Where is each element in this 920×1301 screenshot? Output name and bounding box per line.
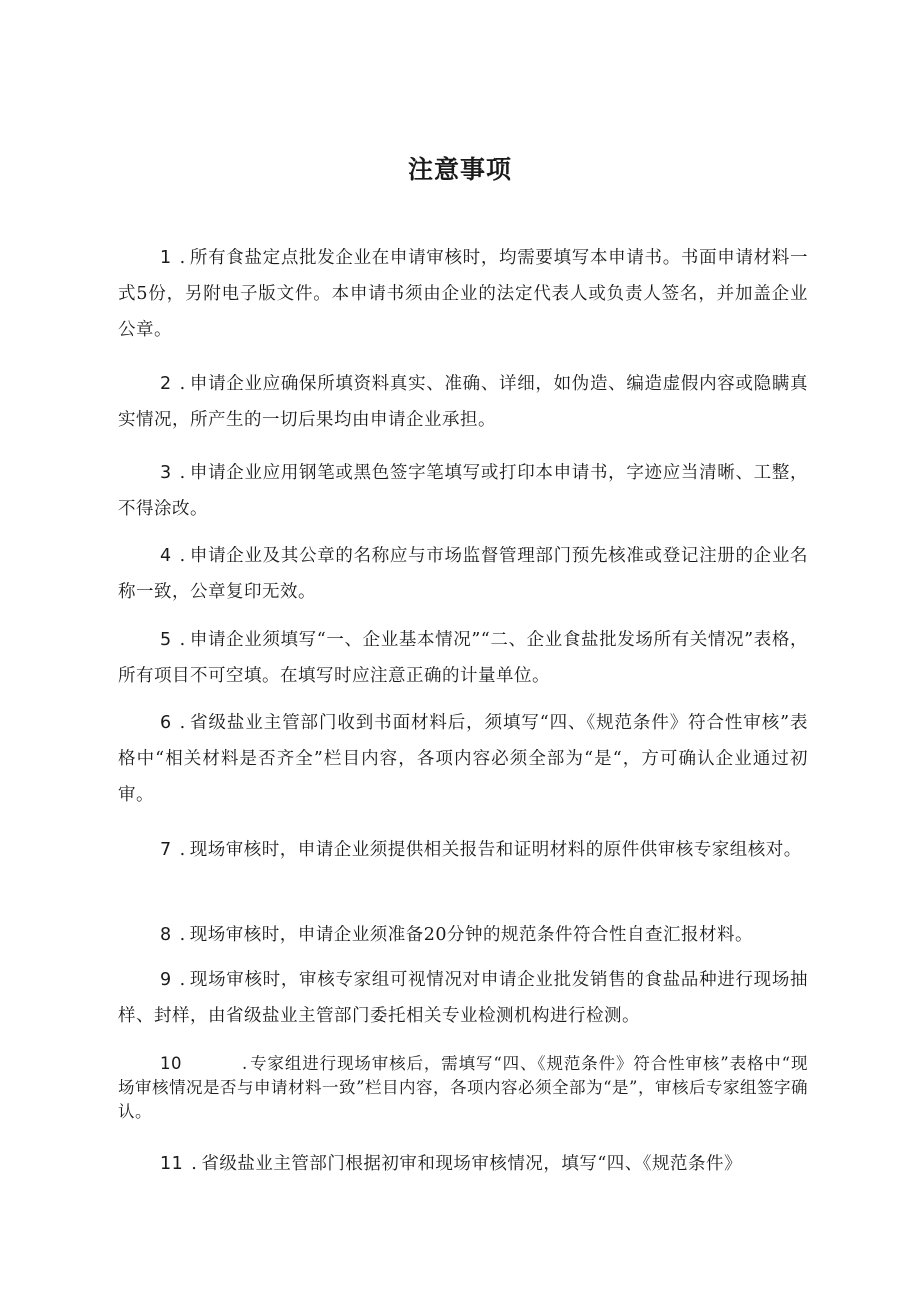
item-number: 10 <box>160 1054 182 1073</box>
item-number: 7 <box>160 840 172 860</box>
notice-item-9: 9 . 现场审核时，审核专家组可视情况对申请企业批发销售的食盐品种进行现场抽样、封样，由省级盐业主管部门委托相关专业检测机构进行检测。 <box>118 970 808 1026</box>
notice-item-7: 7 . 现场审核时，申请企业须提供相关报告和证明材料的原件供审核专家组核对。 <box>160 840 802 860</box>
item-text: 申请企业须填写“一、企业基本情况”“二、企业食盐批发场所有关情况”表格，所有项目不可空填。在填写时应注意正确的计量单位。 <box>118 630 808 686</box>
notice-item-1: 1 . 所有食盐定点批发企业在申请审核时，均需要填写本申请书。书面申请材料一式5份，另附电子版文件。本申请书须由企业的法定代表人或负责人签名，并加盖企业公章。 <box>118 248 808 340</box>
page-title: 注意事项 <box>407 155 512 184</box>
item-number: 11 <box>160 1154 184 1174</box>
item-text: 现场审核时，审核专家组可视情况对申请企业批发销售的食盐品种进行现场抽样、封样，由省级盐业主管部门委托相关专业检测机构进行检测。 <box>118 970 808 1026</box>
item-number: 9 <box>160 970 172 990</box>
item-text: 所有食盐定点批发企业在申请审核时，均需要填写本申请书。书面申请材料一式5份，另附电子版文件。本申请书须由企业的法定代表人或负责人签名，并加盖企业公章。 <box>118 248 808 340</box>
notice-item-10: 10 . 专家组进行现场审核后，需填写“四、《规范条件》符合性审核”表格中“现场审核情况是否与申请材料一致”栏目内容，各项内容必须全部为“是”，审核后专家组签字确认。 <box>118 1054 808 1121</box>
item-text: 省级盐业主管部门根据初审和现场审核情况，填写“四、《规范条件》 <box>201 1154 743 1174</box>
item-number: 8 <box>160 925 172 945</box>
item-number: 4 <box>160 546 172 566</box>
notice-item-11: 11 . 省级盐业主管部门根据初审和现场审核情况，填写“四、《规范条件》 <box>160 1154 743 1174</box>
notice-item-2: 2 . 申请企业应确保所填资料真实、准确、详细，如伪造、编造虚假内容或隐瞒真实情况，所产生的一切后果均由申请企业承担。 <box>118 374 808 430</box>
item-number: 3 <box>160 463 172 483</box>
item-text: 现场审核时，申请企业须准备20分钟的规范条件符合性自查汇报材料。 <box>189 925 753 945</box>
notice-item-8: 8 . 现场审核时，申请企业须准备20分钟的规范条件符合性自查汇报材料。 <box>160 925 753 945</box>
notice-item-4: 4 . 申请企业及其公章的名称应与市场监督管理部门预先核准或登记注册的企业名称一致，公章复印无效。 <box>118 546 808 602</box>
item-number: 1 <box>160 248 172 268</box>
item-text: 专家组进行现场审核后，需填写“四、《规范条件》符合性审核”表格中“现场审核情况是否与申请材料一致”栏目内容，各项内容必须全部为“是”，审核后专家组签字确认。 <box>118 1054 808 1121</box>
item-number: 6 <box>160 713 172 733</box>
item-text: 省级盐业主管部门收到书面材料后，须填写“四、《规范条件》符合性审核”表格中“相关材料是否齐全”栏目内容，各项内容必须全部为“是“，方可确认企业通过初审。 <box>118 713 808 805</box>
item-text: 申请企业应确保所填资料真实、准确、详细，如伪造、编造虚假内容或隐瞒真实情况，所产生的一切后果均由申请企业承担。 <box>118 374 808 430</box>
item-text: 申请企业及其公章的名称应与市场监督管理部门预先核准或登记注册的企业名称一致，公章复印无效。 <box>118 546 808 602</box>
item-text: 现场审核时，申请企业须提供相关报告和证明材料的原件供审核专家组核对。 <box>189 840 802 860</box>
notice-item-3: 3 . 申请企业应用钢笔或黑色签字笔填写或打印本申请书，字迹应当清晰、工整，不得涂改。 <box>118 463 808 519</box>
item-number: 2 <box>160 374 172 394</box>
notice-item-5: 5 . 申请企业须填写“一、企业基本情况”“二、企业食盐批发场所有关情况”表格，所有项目不可空填。在填写时应注意正确的计量单位。 <box>118 630 808 686</box>
notice-item-6: 6 . 省级盐业主管部门收到书面材料后，须填写“四、《规范条件》符合性审核”表格中“相关材料是否齐全”栏目内容，各项内容必须全部为“是“，方可确认企业通过初审。 <box>118 713 808 805</box>
item-number: 5 <box>160 630 172 650</box>
item-text: 申请企业应用钢笔或黑色签字笔填写或打印本申请书，字迹应当清晰、工整，不得涂改。 <box>118 463 808 519</box>
